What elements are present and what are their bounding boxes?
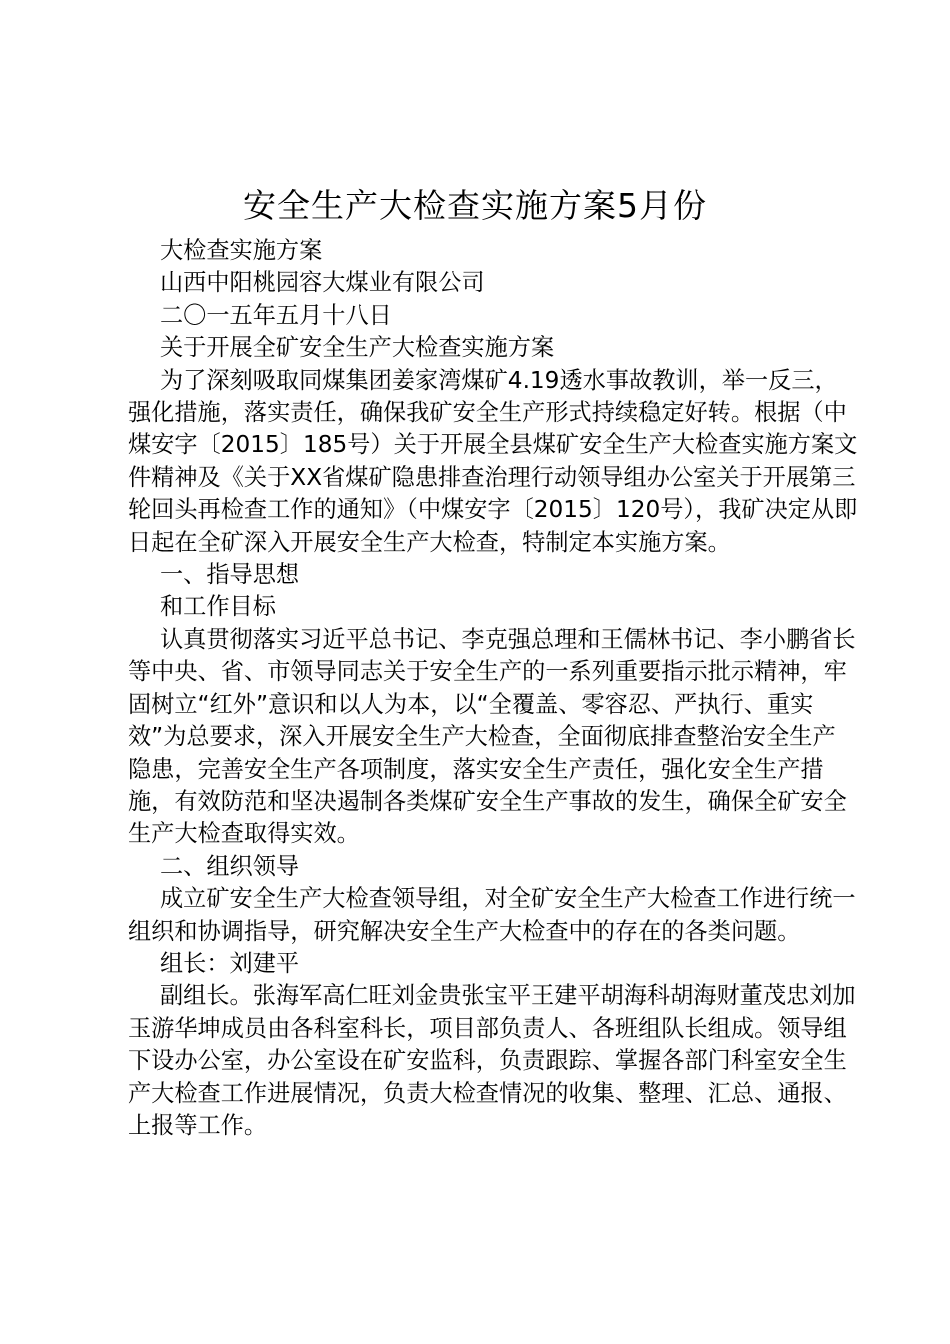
date-paragraph: 二〇一五年五月十八日	[160, 301, 392, 329]
company-name-paragraph: 山西中阳桃园容大煤业有限公司	[160, 269, 485, 297]
plan-heading-paragraph: 关于开展全矿安全生产大检查实施方案	[160, 334, 555, 362]
deputy-leaders-paragraph: 副组长。张海军高仁旺刘金贵张宝平王建平胡海科胡海财董茂忠刘加玉游华坤成员由各科室科长，项目部负责人、各班组队长组成。领导组下设办公室，办公室设在矿安监科，负责跟踪、掌握各部门科室安全生产大检查工作进展情况，负责大检查情况的收集、整理、汇总、通报、上报等工作。	[128, 982, 856, 1139]
intro-paragraph: 为了深刻吸取同煤集团姜家湾煤矿4.19透水事故教训，举一反三，强化措施，落实责任，确保我矿安全生产形式持续稳定好转。根据（中煤安字〔2015〕185号）关于开展全县煤矿安全生产大检查实施方案文件精神及《关于XX省煤矿隐患排查治理行动领导组办公室关于开展第三轮回头再检查工作的通知》（中煤安字〔2015〕120号），我矿决定从即日起在全矿深入开展安全生产大检查，特制定本实施方案。	[128, 366, 858, 556]
subtitle-paragraph: 大检查实施方案	[160, 237, 323, 264]
organization-paragraph: 成立矿安全生产大检查领导组，对全矿安全生产大检查工作进行统一组织和协调指导，研究解决安全生产大检查中的存在的各类问题。	[128, 885, 856, 945]
leader-paragraph: 组长：刘建平	[160, 949, 300, 977]
section-heading-organization: 二、组织领导	[160, 852, 300, 880]
goals-paragraph: 认真贯彻落实习近平总书记、李克强总理和王儒林书记、李小鹏省长等中央、省、市领导同志关于安全生产的一系列重要指示批示精神，牢固树立“红外”意识和以人为本，以“全覆盖、零容忍、严执行、重实效”为总要求，深入开展安全生产大检查，全面彻底排查整治安全生产隐患，完善安全生产各项制度，落实安全生产责任，强化安全生产措施，有效防范和坚决遏制各类煤矿安全生产事故的发生，确保全矿安全生产大检查取得实效。	[128, 625, 856, 848]
document-title: 安全生产大检查实施方案5月份	[243, 186, 707, 225]
section-heading-guiding-ideology: 一、指导思想	[160, 561, 300, 589]
document-body	[128, 235, 858, 1142]
section-heading-work-goals: 和工作目标	[160, 593, 276, 621]
